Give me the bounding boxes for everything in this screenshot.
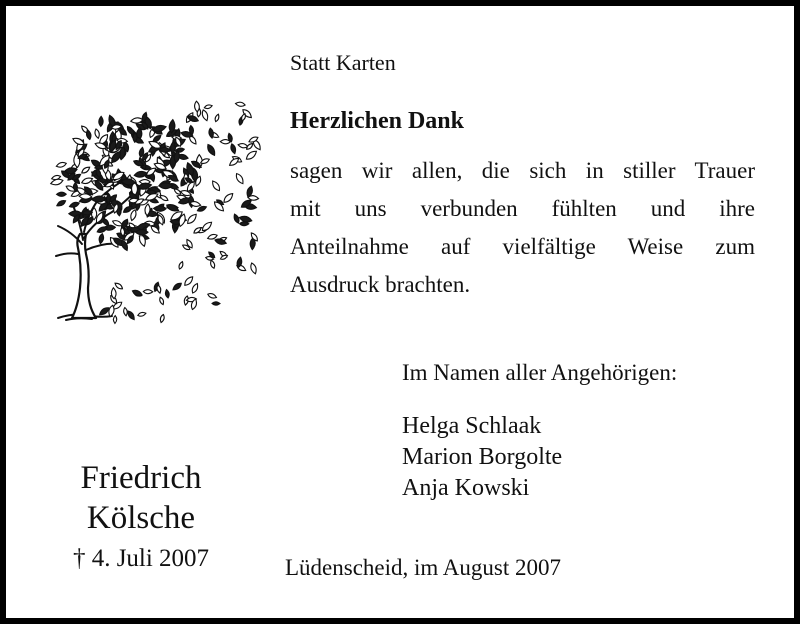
- signer-name: Marion Borgolte: [402, 444, 563, 470]
- leaf: [113, 316, 117, 324]
- signer-name: Anja Kowski: [402, 475, 530, 501]
- leaf: [56, 161, 67, 168]
- leaf: [209, 260, 215, 269]
- leaf: [233, 213, 241, 224]
- leaf: [178, 261, 184, 270]
- deceased-block: [36, 458, 246, 576]
- leaf: [240, 113, 246, 121]
- leaf: [234, 172, 245, 185]
- leaf: [143, 289, 153, 293]
- leaf: [159, 297, 165, 306]
- leaf: [201, 109, 209, 121]
- leaf: [222, 192, 234, 204]
- notice-title: Herzlichen Dank: [290, 108, 464, 134]
- leaf: [156, 285, 162, 294]
- leaf: [201, 220, 214, 232]
- notice-body: [290, 152, 755, 304]
- leaf: [206, 143, 217, 157]
- leaf: [191, 283, 200, 294]
- notice-header: Statt Karten: [290, 50, 396, 75]
- leaf: [165, 289, 170, 298]
- body-line: mit uns verbunden fühlten und ihre: [290, 196, 755, 221]
- leaf: [207, 292, 217, 299]
- leaf: [159, 314, 165, 323]
- on-behalf-line: Im Namen aller Angehörigen:: [402, 360, 678, 385]
- signer-name: Helga Schlaak: [402, 413, 542, 439]
- leaf: [214, 114, 220, 123]
- leaf: [69, 201, 80, 209]
- leaf: [114, 282, 124, 291]
- deceased-last-name: Kölsche: [86, 500, 196, 536]
- leaf: [81, 166, 91, 175]
- leaf: [183, 275, 194, 287]
- leaf: [137, 312, 146, 318]
- leaf: [245, 149, 258, 161]
- body-line: sagen wir allen, die sich in stiller Trauer: [290, 158, 755, 183]
- leaf: [81, 176, 94, 185]
- place-date: Lüdenscheid, im August 2007: [285, 555, 561, 580]
- death-date: † 4. Juli 2007: [72, 545, 210, 572]
- leaf: [172, 282, 183, 292]
- leaf: [154, 206, 167, 212]
- leaf: [230, 143, 237, 154]
- leaf: [186, 213, 198, 226]
- leaf: [159, 183, 173, 189]
- leaf: [220, 254, 228, 260]
- leaf: [129, 209, 137, 221]
- leaf: [99, 116, 104, 126]
- leaf: [204, 104, 213, 109]
- leaf: [57, 192, 67, 196]
- leaf: [98, 233, 104, 244]
- leaf: [235, 101, 245, 107]
- leaf: [123, 307, 128, 316]
- windblown-tree-icon: [28, 82, 264, 326]
- body-line: Ausdruck brachten.: [290, 272, 471, 297]
- deceased-first-name: Friedrich: [80, 460, 202, 496]
- signers-list: [402, 411, 562, 504]
- leaf: [240, 222, 249, 226]
- leaf: [249, 262, 257, 274]
- body-line: Anteilnahme auf vielfältige Weise zum: [290, 234, 755, 259]
- leaf: [211, 180, 222, 192]
- leaf: [212, 302, 220, 306]
- leaf: [135, 230, 148, 235]
- leaf: [56, 199, 67, 208]
- leaf: [94, 129, 100, 139]
